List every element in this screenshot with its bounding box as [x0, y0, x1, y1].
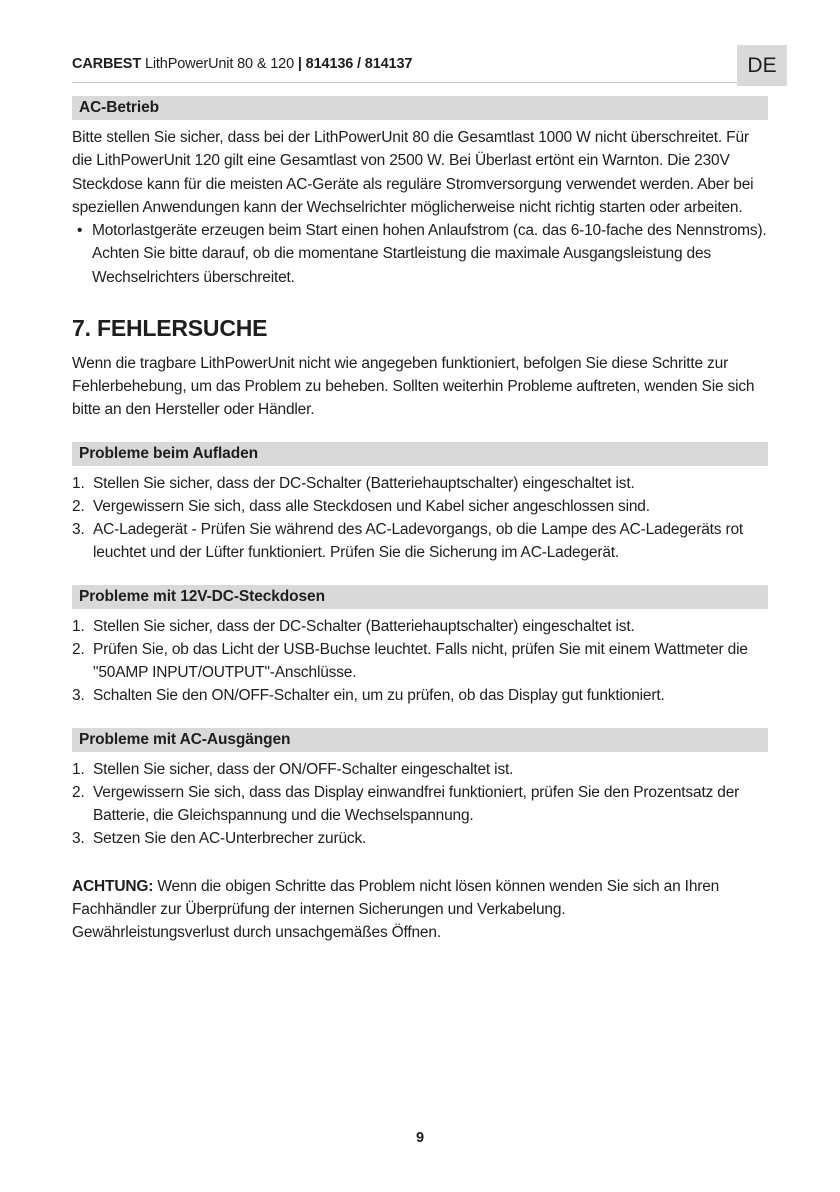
list-item [72, 684, 768, 707]
list-item-text: Prüfen Sie, ob das Licht der USB-Buchse leuchtet. Falls nicht, prüfen Sie mit einem Wattmeter die "50AMP INPUT/OUTPUT"-Anschlüsse. [93, 640, 748, 681]
attention-text: Wenn die obigen Schritte das Problem nicht lösen können wenden Sie sich an Ihren Fachhändler zur Überprüfung der internen Sicherungen und Verkabelung. [72, 877, 720, 918]
list-item-number: 2. [72, 497, 85, 515]
bullet-item [72, 219, 768, 289]
language-badge: DE [737, 45, 787, 86]
list-item [72, 495, 768, 518]
attention-label: ACHTUNG: [72, 877, 154, 895]
list-item-text: Stellen Sie sicher, dass der DC-Schalter (Batteriehauptschalter) eingeschaltet ist. [93, 617, 635, 635]
article-numbers: | 814136 / 814137 [297, 56, 413, 72]
fehlersuche-intro-paragraph: Wenn die tragbare LithPowerUnit nicht wie angegeben funktioniert, befolgen Sie diese Schritte zur Fehlerbehebung, um das Problem zu beheben. Sollten weiterhin Probleme auftreten, wenden Sie sich bitte an den Hersteller oder Händler. [72, 354, 755, 419]
numbered-list-ac-ausgaenge [72, 758, 768, 851]
list-item [72, 472, 768, 495]
list-item-number: 1. [72, 760, 85, 778]
list-item-text: AC-Ladegerät - Prüfen Sie während des AC-Ladevorgangs, ob die Lampe des AC-Ladegeräts rot leuchtet und der Lüfter funktioniert. Prüfen Sie die Sicherung im AC-Ladegerät. [93, 521, 744, 562]
list-item [72, 638, 768, 685]
list-item-text: Schalten Sie den ON/OFF-Schalter ein, um zu prüfen, ob das Display gut funktioniert. [93, 687, 665, 705]
list-item-number: 1. [72, 474, 85, 492]
ac-betrieb-paragraph: Bitte stellen Sie sicher, dass bei der LithPowerUnit 80 die Gesamtlast 1000 W nicht überschreitet. Für die LithPowerUnit 120 gilt eine Gesamtlast von 2500 W. Bei Überlast ertönt ein Warnton. Die 230V Steckdose kann für die meisten AC-Geräte als reguläre Stromversorgung verwendet werden. Aber bei speziellen Anwendungen kann der Wechselrichter möglicherweise nicht richtig starten oder arbeiten. [72, 129, 754, 216]
list-item [72, 518, 768, 565]
list-item [72, 758, 768, 781]
bullet-marker: • [77, 222, 83, 239]
list-item-text: Stellen Sie sicher, dass der DC-Schalter (Batteriehauptschalter) eingeschaltet ist. [93, 474, 635, 492]
list-item-number: 1. [72, 617, 85, 635]
list-item-number: 2. [72, 783, 85, 801]
numbered-list-aufladen [72, 472, 768, 565]
section-header-probleme-aufladen: Probleme beim Aufladen [72, 442, 768, 466]
list-item-number: 2. [72, 640, 85, 658]
brand-name: CARBEST [72, 56, 142, 72]
list-item [72, 781, 768, 828]
chapter-heading-fehlersuche: 7. FEHLERSUCHE [72, 314, 268, 341]
page-number: 9 [415, 1130, 425, 1146]
list-item [72, 827, 768, 850]
list-item-number: 3. [72, 830, 85, 848]
product-name: LithPowerUnit 80 & 120 [144, 56, 294, 72]
list-item-text: Stellen Sie sicher, dass der ON/OFF-Schalter eingeschaltet ist. [93, 760, 514, 778]
bullet-text: Motorlastgeräte erzeugen beim Start einen hohen Anlaufstrom (ca. das 6-10-fache des Nennstroms). Achten Sie bitte darauf, ob die momentane Startleistung die maximale Ausgangsleistung des Wechselrichters überschreitet. [92, 222, 767, 286]
attention-paragraph [72, 875, 768, 922]
section-header-probleme-ac-ausgaenge: Probleme mit AC-Ausgängen [72, 728, 768, 752]
section-header-probleme-12v-dc: Probleme mit 12V-DC-Steckdosen [72, 585, 768, 609]
list-item-number: 3. [72, 521, 85, 538]
list-item-number: 3. [72, 687, 85, 705]
list-item-text: Setzen Sie den AC-Unterbrecher zurück. [93, 830, 367, 848]
list-item-text: Vergewissern Sie sich, dass das Display einwandfrei funktioniert, prüfen Sie den Prozentsatz der Batterie, die Gleichspannung und die Wechselspannung. [93, 783, 740, 824]
numbered-list-12v-dc [72, 615, 768, 708]
list-item-text: Vergewissern Sie sich, dass alle Steckdosen und Kabel sicher angeschlossen sind. [93, 497, 650, 515]
list-item [72, 615, 768, 638]
attention-line2: Gewährleistungsverlust durch unsachgemäßes Öffnen. [72, 924, 441, 941]
document-header [72, 0, 768, 83]
section-header-ac-betrieb: AC-Betrieb [72, 96, 768, 120]
